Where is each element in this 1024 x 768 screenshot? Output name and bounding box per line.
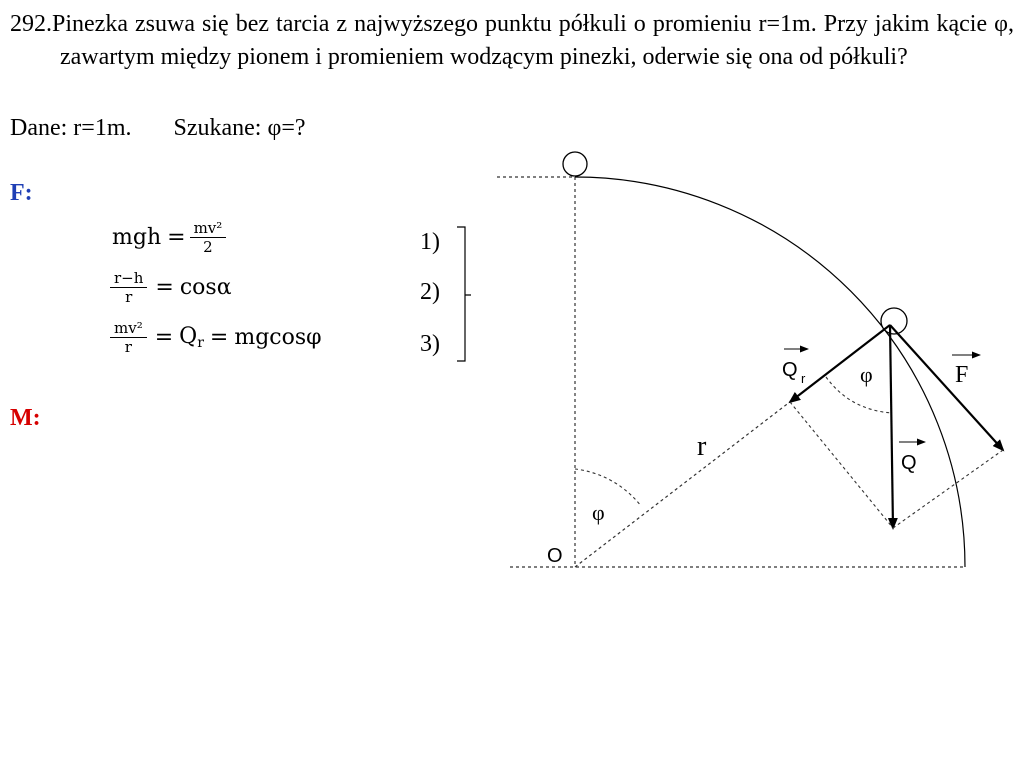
- eq2-numerator: r−h: [114, 269, 144, 287]
- eq1-equals: =: [167, 225, 186, 250]
- parallelogram-side-1: [790, 402, 893, 528]
- label-q: Q: [901, 452, 917, 474]
- label-o: O: [547, 545, 563, 567]
- problem-text: Pinezka zsuwa się bez tarcia z najwyższego punktu półkuli o promieniu r=1m. Przy jakim kącie φ, zawartym między pionem i promieniem wodzącym pinezki, oderwie się ona od półkuli?: [52, 11, 1014, 70]
- hemisphere-arc: [575, 177, 965, 567]
- eq3-equals-1: =: [154, 325, 174, 350]
- eq1-number: 1): [420, 229, 440, 255]
- section-label-f: F:: [10, 180, 33, 206]
- problem-number: 292.: [10, 11, 52, 37]
- label-qr: Q: [782, 359, 798, 381]
- label-phi-pin: φ: [860, 362, 873, 387]
- eq2-denominator: r: [110, 287, 147, 306]
- eq2-rhs: cosα: [179, 275, 232, 300]
- eq1-lhs: mgh: [112, 225, 162, 250]
- label-f: F: [955, 362, 969, 388]
- center-angle-arc: [575, 469, 641, 506]
- section-label-m: M:: [10, 405, 41, 431]
- label-r: r: [697, 431, 707, 462]
- vector-q: [890, 325, 893, 528]
- eq2-number: 2): [420, 279, 440, 305]
- eq3-rhs: mgcosφ: [234, 325, 322, 350]
- eq3-equals-2: =: [209, 325, 229, 350]
- vector-qr: [790, 325, 890, 402]
- eq3-mid-main: Q: [179, 324, 198, 349]
- pin-top: [563, 152, 587, 176]
- sought-value: Szukane: φ=?: [173, 115, 306, 141]
- eq3-number: 3): [420, 331, 440, 357]
- eq1-denominator: 2: [190, 237, 227, 256]
- eq3-denominator: r: [110, 337, 147, 356]
- pin-angle-arc: [826, 377, 892, 413]
- eq3-numerator: mv²: [114, 319, 143, 337]
- given-data: Dane: r=1m.: [10, 115, 132, 141]
- eq1-numerator: mv²: [193, 219, 223, 237]
- label-qr-sub: r: [801, 371, 806, 386]
- eq2-equals: =: [155, 275, 174, 300]
- vector-f: [890, 325, 1003, 450]
- eq3-mid-sub: r: [197, 335, 204, 351]
- label-phi-center: φ: [592, 500, 605, 525]
